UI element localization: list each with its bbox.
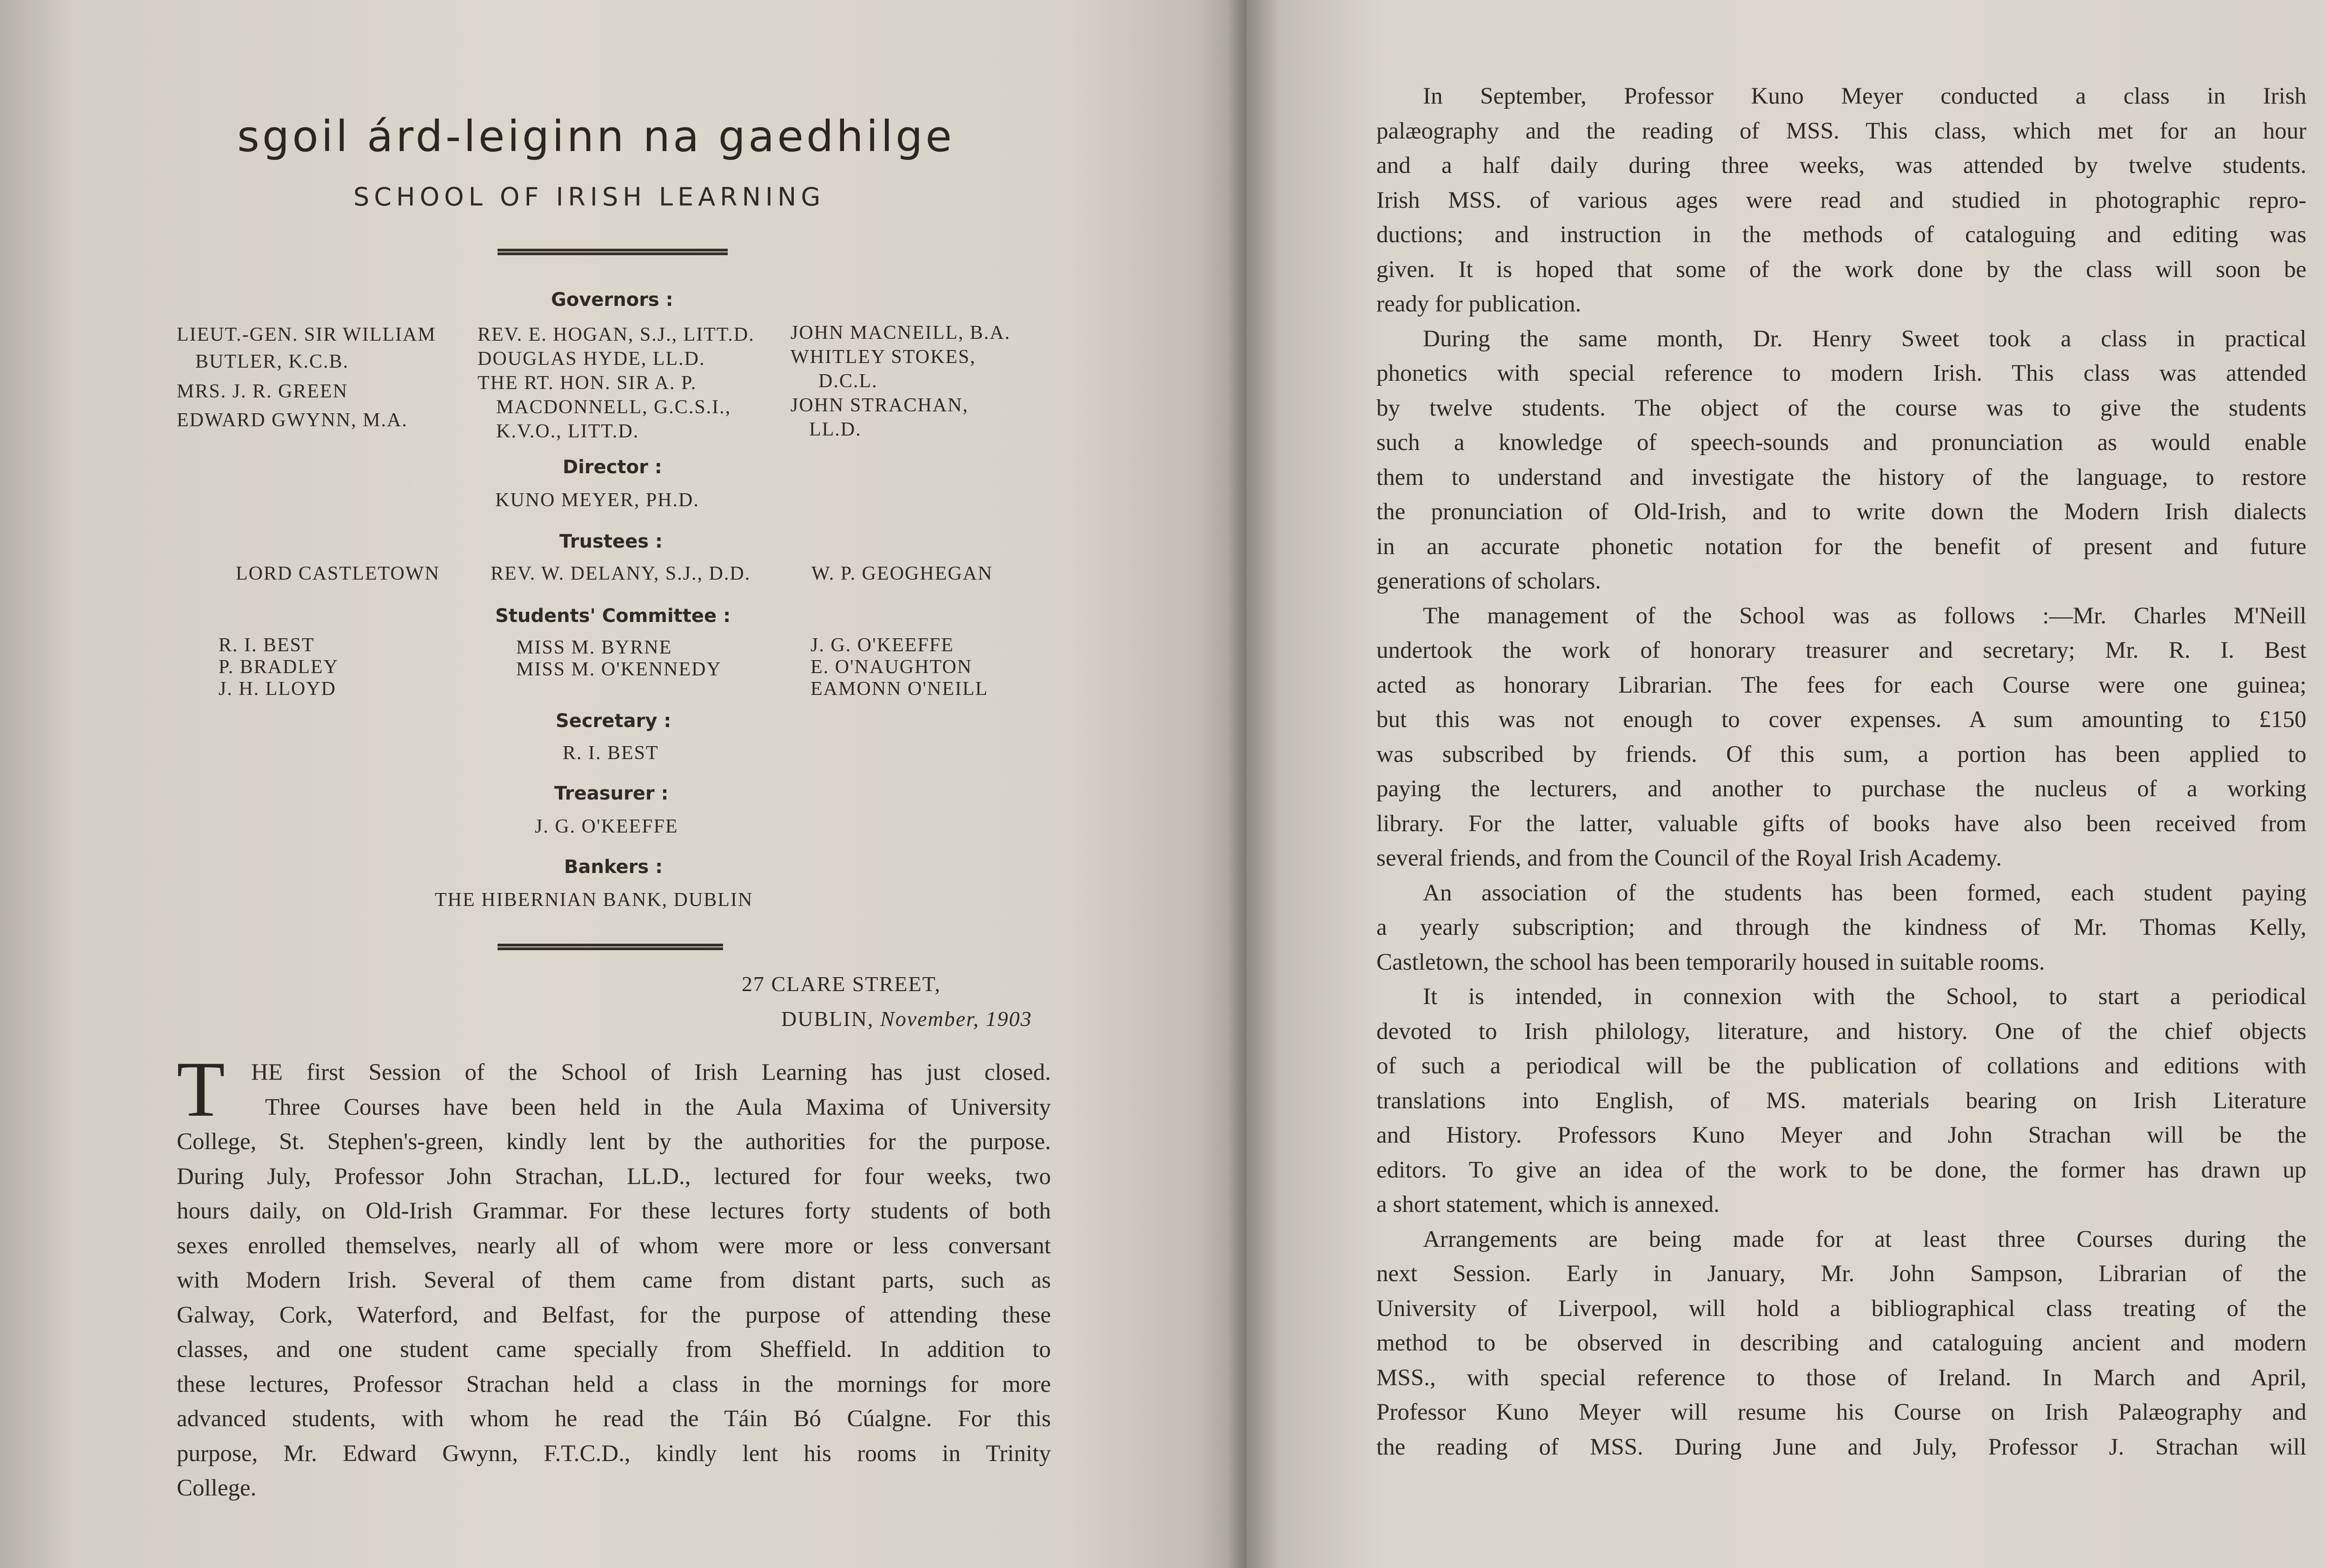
governor-entry: D.C.L. [818, 370, 878, 392]
text-line: Castletown, the school has been temporarily housed in suitable rooms. [1376, 949, 2045, 975]
text-line: phonetics with special reference to modern Irish. This class was attended [1376, 360, 2306, 386]
text-line: was subscribed by friends. Of this sum, a portion has been applied to [1376, 741, 2306, 767]
trustee-name: REV. W. DELANY, S.J., D.D. [491, 563, 751, 584]
text-line: ready for publication. [1376, 291, 1581, 317]
text-line: the reading of MSS. During June and July, Professor J. Strachan will [1376, 1434, 2306, 1460]
governor-entry: WHITLEY STOKES, [790, 346, 976, 368]
paragraph [1376, 876, 2306, 980]
committee-member: R. I. BEST [219, 635, 315, 656]
text-line: a yearly subscription; and through the kindness of Mr. Thomas Kelly, [1376, 914, 2306, 940]
text-line: paying the lecturers, and another to purchase the nucleus of a working [1376, 776, 2306, 802]
text-line: but this was not enough to cover expenses. A sum amounting to £150 [1376, 707, 2306, 733]
committee-member: P. BRADLEY [219, 656, 339, 678]
students-committee-heading: Students' Committee : [495, 605, 731, 627]
address-street: 27 CLARE STREET, [742, 972, 941, 996]
secretary-name: R. I. BEST [563, 742, 659, 764]
left-body-text [177, 1045, 1051, 1506]
text-line: MSS., with special reference to those of Ireland. In March and April, [1376, 1364, 2306, 1391]
governor-entry: MACDONNELL, G.C.S.I., [496, 397, 731, 418]
bankers-heading: Bankers : [564, 856, 663, 878]
governor-entry: THE RT. HON. SIR A. P. [478, 372, 697, 394]
text-line: purpose, Mr. Edward Gwynn, F.T.C.D., kindly lent his rooms in Trinity [177, 1440, 1051, 1467]
governor-entry: REV. E. HOGAN, S.J., LITT.D. [478, 324, 755, 345]
text-line: Galway, Cork, Waterford, and Belfast, for the purpose of attending these [177, 1302, 1051, 1328]
paragraph [1376, 79, 2306, 322]
text-line: several friends, and from the Council of the Royal Irish Academy. [1376, 845, 2002, 871]
text-line: with Modern Irish. Several of them came from distant parts, such as [177, 1267, 1051, 1293]
trustees-heading: Trustees : [559, 531, 663, 552]
text-line: advanced students, with whom he read the Táin Bó Cúalgne. For this [177, 1406, 1051, 1432]
committee-member: MISS M. BYRNE [516, 637, 672, 658]
text-line: of such a periodical will be the publication of collations and editions with [1376, 1053, 2306, 1079]
treasurer-name: J. G. O'KEEFFE [535, 816, 678, 837]
committee-member: E. O'NAUGHTON [810, 656, 972, 678]
letter-date: November, 1903 [880, 1007, 1032, 1031]
committee-member: J. H. LLOYD [219, 678, 336, 700]
text-line: It is intended, in connexion with the School, to start a periodical [1423, 984, 2306, 1010]
trustee-name: LORD CASTLETOWN [236, 563, 440, 584]
paragraph [1376, 979, 2306, 1222]
text-line: the pronunciation of Old-Irish, and to write down the Modern Irish dialects [1376, 499, 2306, 525]
governor-entry: DOUGLAS HYDE, LL.D. [478, 348, 705, 370]
address-city: DUBLIN, [781, 1007, 874, 1031]
text-line: method to be observed in describing and cataloguing ancient and modern [1376, 1330, 2306, 1356]
text-line: undertook the work of honorary treasurer and secretary; Mr. R. I. Best [1376, 637, 2306, 663]
text-line: a short statement, which is annexed. [1376, 1191, 1720, 1217]
right-page [1246, 0, 2325, 1568]
paragraph [1376, 1222, 2306, 1465]
text-line: ductions; and instruction in the methods of cataloguing and editing was [1376, 222, 2306, 248]
text-line: hours daily, on Old-Irish Grammar. For these lectures forty students of both [177, 1198, 1051, 1224]
text-line: by twelve students. The object of the course was to give the students [1376, 395, 2306, 421]
text-line: editors. To give an idea of the work to be done, the former has drawn up [1376, 1157, 2306, 1183]
director-name: KUNO MEYER, PH.D. [495, 490, 699, 511]
text-line: and History. Professors Kuno Meyer and John Strachan will be the [1376, 1122, 2306, 1148]
paragraph [1376, 322, 2306, 599]
text-line: College. [177, 1475, 257, 1501]
text-line: devoted to Irish philology, literature, and history. One of the chief objects [1376, 1018, 2306, 1045]
text-line: classes, and one student came specially from Sheffield. In addition to [177, 1336, 1051, 1363]
text-line: University of Liverpool, will hold a bibliographical class treating of the [1376, 1295, 2306, 1322]
committee-column-3 [810, 635, 988, 700]
date-line [781, 1006, 1032, 1031]
governor-entry: MRS. J. R. GREEN [177, 381, 348, 402]
text-line: Irish MSS. of various ages were read and studied in photographic repro- [1376, 187, 2306, 213]
text-line: next Session. Early in January, Mr. John Sampson, Librarian of the [1376, 1261, 2306, 1287]
committee-column-1 [219, 635, 339, 700]
address-line [742, 972, 941, 996]
text-line: An association of the students has been formed, each student paying [1423, 880, 2306, 906]
text-line: such a knowledge of speech-sounds and pronunciation as would enable [1376, 430, 2306, 456]
secretary-heading: Secretary : [556, 710, 671, 732]
text-line: College, St. Stephen's-green, kindly lent by the authorities for the purpose. [177, 1129, 1051, 1155]
double-rule-divider [498, 249, 728, 255]
gaelic-title: sgoil árd-leiginn na gaedhilge [237, 112, 955, 161]
committee-member: EAMONN O'NEILL [810, 678, 989, 700]
text-line: sexes enrolled themselves, nearly all of whom were more or less conversant [177, 1232, 1051, 1259]
governors-column-1 [177, 323, 436, 432]
governors-column-2 [478, 323, 755, 443]
text-line: Professor Kuno Meyer will resume his Course on Irish Palæography and [1376, 1399, 2306, 1425]
text-line: these lectures, Professor Strachan held a class in the mornings for more [177, 1371, 1051, 1397]
text-line: library. For the latter, valuable gifts of books have also been received from [1376, 810, 2306, 837]
text-line: generations of scholars. [1376, 568, 1601, 594]
text-line: HE first Session of the School of Irish Learning has just closed. [251, 1059, 1051, 1085]
governors-heading: Governors : [551, 289, 673, 311]
governor-entry: K.V.O., LITT.D. [496, 421, 639, 442]
text-line: translations into English, of MS. materials bearing on Irish Literature [1376, 1087, 2306, 1114]
drop-cap: T [177, 1045, 225, 1133]
committee-column-2 [516, 637, 722, 681]
text-line: The management of the School was as follows :—Mr. Charles M'Neill [1423, 602, 2306, 629]
text-line: Arrangements are being made for at least three Courses during the [1423, 1226, 2306, 1252]
governor-entry: JOHN STRACHAN, [790, 395, 969, 416]
text-line: During July, Professor John Strachan, LL.D., lectured for four weeks, two [177, 1163, 1051, 1190]
text-line: Three Courses have been held in the Aula Maxima of University [265, 1094, 1051, 1120]
text-line: palæography and the reading of MSS. This class, which met for an hour [1376, 118, 2306, 144]
text-line: During the same month, Dr. Henry Sweet took a class in practical [1423, 325, 2306, 352]
double-rule-divider [498, 944, 723, 950]
governor-entry: JOHN MACNEILL, B.A. [790, 322, 1011, 344]
text-line: given. It is hoped that some of the work done by the class will soon be [1376, 256, 2306, 283]
governor-entry: LL.D. [809, 419, 862, 440]
bankers-name: THE HIBERNIAN BANK, DUBLIN [435, 889, 753, 911]
text-line: in an accurate phonetic notation for the benefit of present and future [1376, 533, 2306, 560]
paragraph [1376, 599, 2306, 876]
governors-column-3 [790, 321, 1010, 442]
trustee-name: W. P. GEOGHEGAN [811, 563, 993, 584]
right-body-text [1376, 79, 2306, 1464]
committee-member: J. G. O'KEEFFE [810, 635, 954, 656]
text-line: them to understand and investigate the history of the language, to restore [1376, 464, 2306, 490]
treasurer-heading: Treasurer : [554, 783, 669, 804]
text-line: acted as honorary Librarian. The fees for each Course were one guinea; [1376, 672, 2306, 698]
governor-entry: LIEUT.-GEN. SIR WILLIAM [177, 324, 436, 345]
director-heading: Director : [563, 457, 662, 478]
text-line: In September, Professor Kuno Meyer conducted a class in Irish [1423, 83, 2306, 109]
governor-entry: EDWARD GWYNN, M.A. [177, 410, 408, 431]
english-title: SCHOOL OF IRISH LEARNING [353, 182, 825, 212]
governor-entry: BUTLER, K.C.B. [195, 351, 349, 372]
committee-member: MISS M. O'KENNEDY [516, 659, 722, 680]
text-line: and a half daily during three weeks, was attended by twelve students. [1376, 152, 2306, 179]
